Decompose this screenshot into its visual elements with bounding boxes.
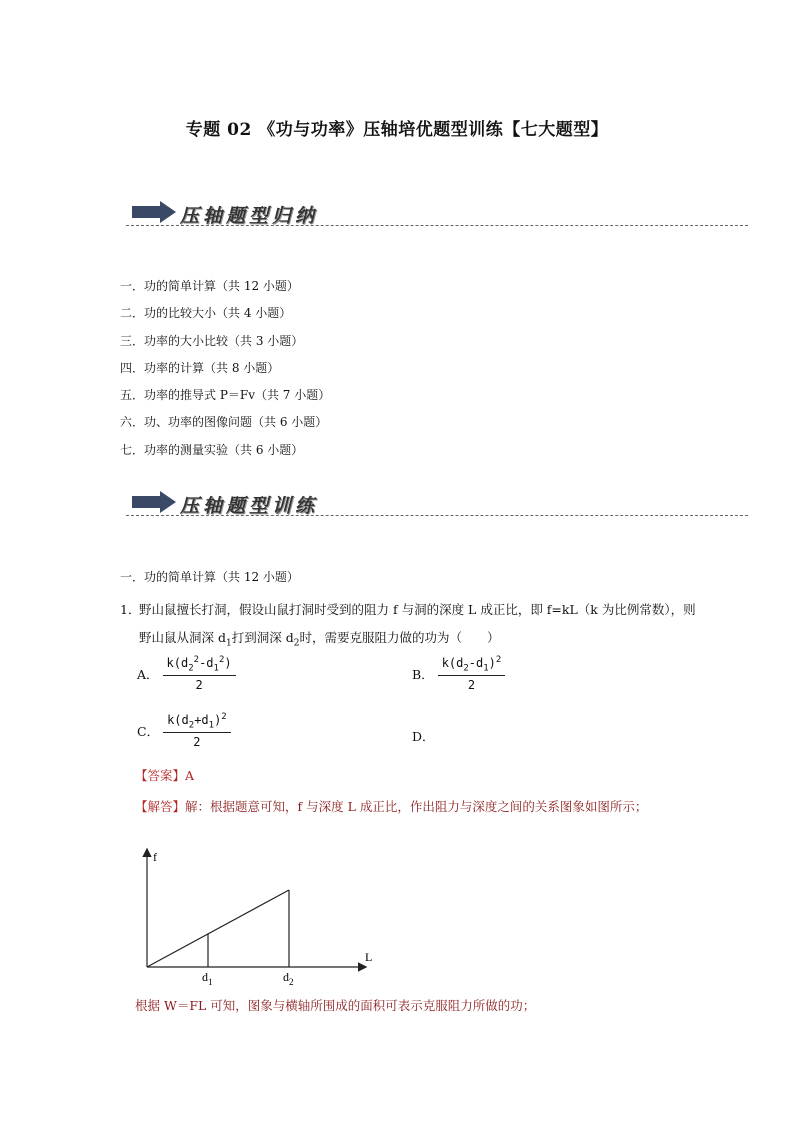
analysis-text: 【解答】解：根据题意可知，f 与深度 L 成正比，作出阻力与深度之间的关系图象如图所示； (135, 799, 648, 814)
question-1 (120, 596, 700, 658)
d1-label: $d_1$ (202, 970, 213, 987)
section-title: 压轴题型归纳 (180, 205, 319, 227)
toc-item: 四．功率的计算（共 8 小题） (120, 360, 280, 375)
option-b[interactable]: B． $\frac{k(d_2-d_1)^2}{2}$ (412, 655, 505, 692)
toc-item: 五．功率的推导式 P＝Fv（共 7 小题） (120, 388, 331, 403)
page-title: 专题 02 《功与功率》压轴培优题型训练【七大题型】 (185, 120, 609, 140)
option-d[interactable]: D． (412, 729, 435, 744)
section-title: 压轴题型训练 (180, 495, 319, 517)
divider (126, 225, 748, 226)
option-a[interactable]: A． $\frac{k(d_2^2-d_1^2)}{2}$ (137, 655, 236, 692)
section-header-summary (126, 197, 748, 237)
arrow-right-icon (132, 201, 176, 223)
toc-item: 一．功的简单计算（共 12 小题） (120, 279, 299, 293)
question-stem: 野山鼠擅长打洞，假设山鼠打洞时受到的阻力 f 与洞的深度 L 成正比，即 f=kL（k 为比例常数），则野山鼠从洞深 $d_1$打到洞深 $d_2$时，需要克服阻力做的功为（ ） (139, 602, 696, 649)
y-axis-label: f (153, 850, 157, 864)
toc-item: 二．功的比较大小（共 4 小题） (120, 306, 292, 321)
question-number: 1． (120, 602, 141, 617)
question-group-heading: 一．功的简单计算（共 12 小题） (120, 570, 299, 584)
force-depth-graph (130, 845, 390, 995)
formula: $\frac{k(d_2^2-d_1^2)}{2}$ (163, 655, 236, 692)
answer-line (135, 766, 194, 784)
divider (126, 515, 748, 516)
answer-value: A (185, 768, 195, 783)
option-c[interactable]: C． $\frac{k(d_2+d_1)^2}{2}$ (137, 712, 231, 749)
toc-item: 三．功率的大小比较（共 3 小题） (120, 333, 304, 348)
toc-list (120, 277, 330, 468)
arrow-right-icon (132, 491, 176, 513)
section-header-training (126, 487, 748, 527)
toc-item: 七．功率的测量实验（共 6 小题） (120, 442, 304, 457)
answer-tag: 【答案】 (135, 768, 186, 783)
d2-label: $d_2$ (283, 970, 294, 987)
toc-item: 六．功、功率的图像问题（共 6 小题） (120, 415, 328, 430)
x-axis-label: L (365, 950, 373, 964)
formula: $\frac{k(d_2-d_1)^2}{2}$ (438, 655, 506, 692)
conclusion-text: 根据 W＝FL 可知，图象与横轴所围成的面积可表示克服阻力所做的功； (135, 998, 536, 1013)
formula: $\frac{k(d_2+d_1)^2}{2}$ (163, 712, 231, 749)
f-kl-line (147, 890, 289, 967)
